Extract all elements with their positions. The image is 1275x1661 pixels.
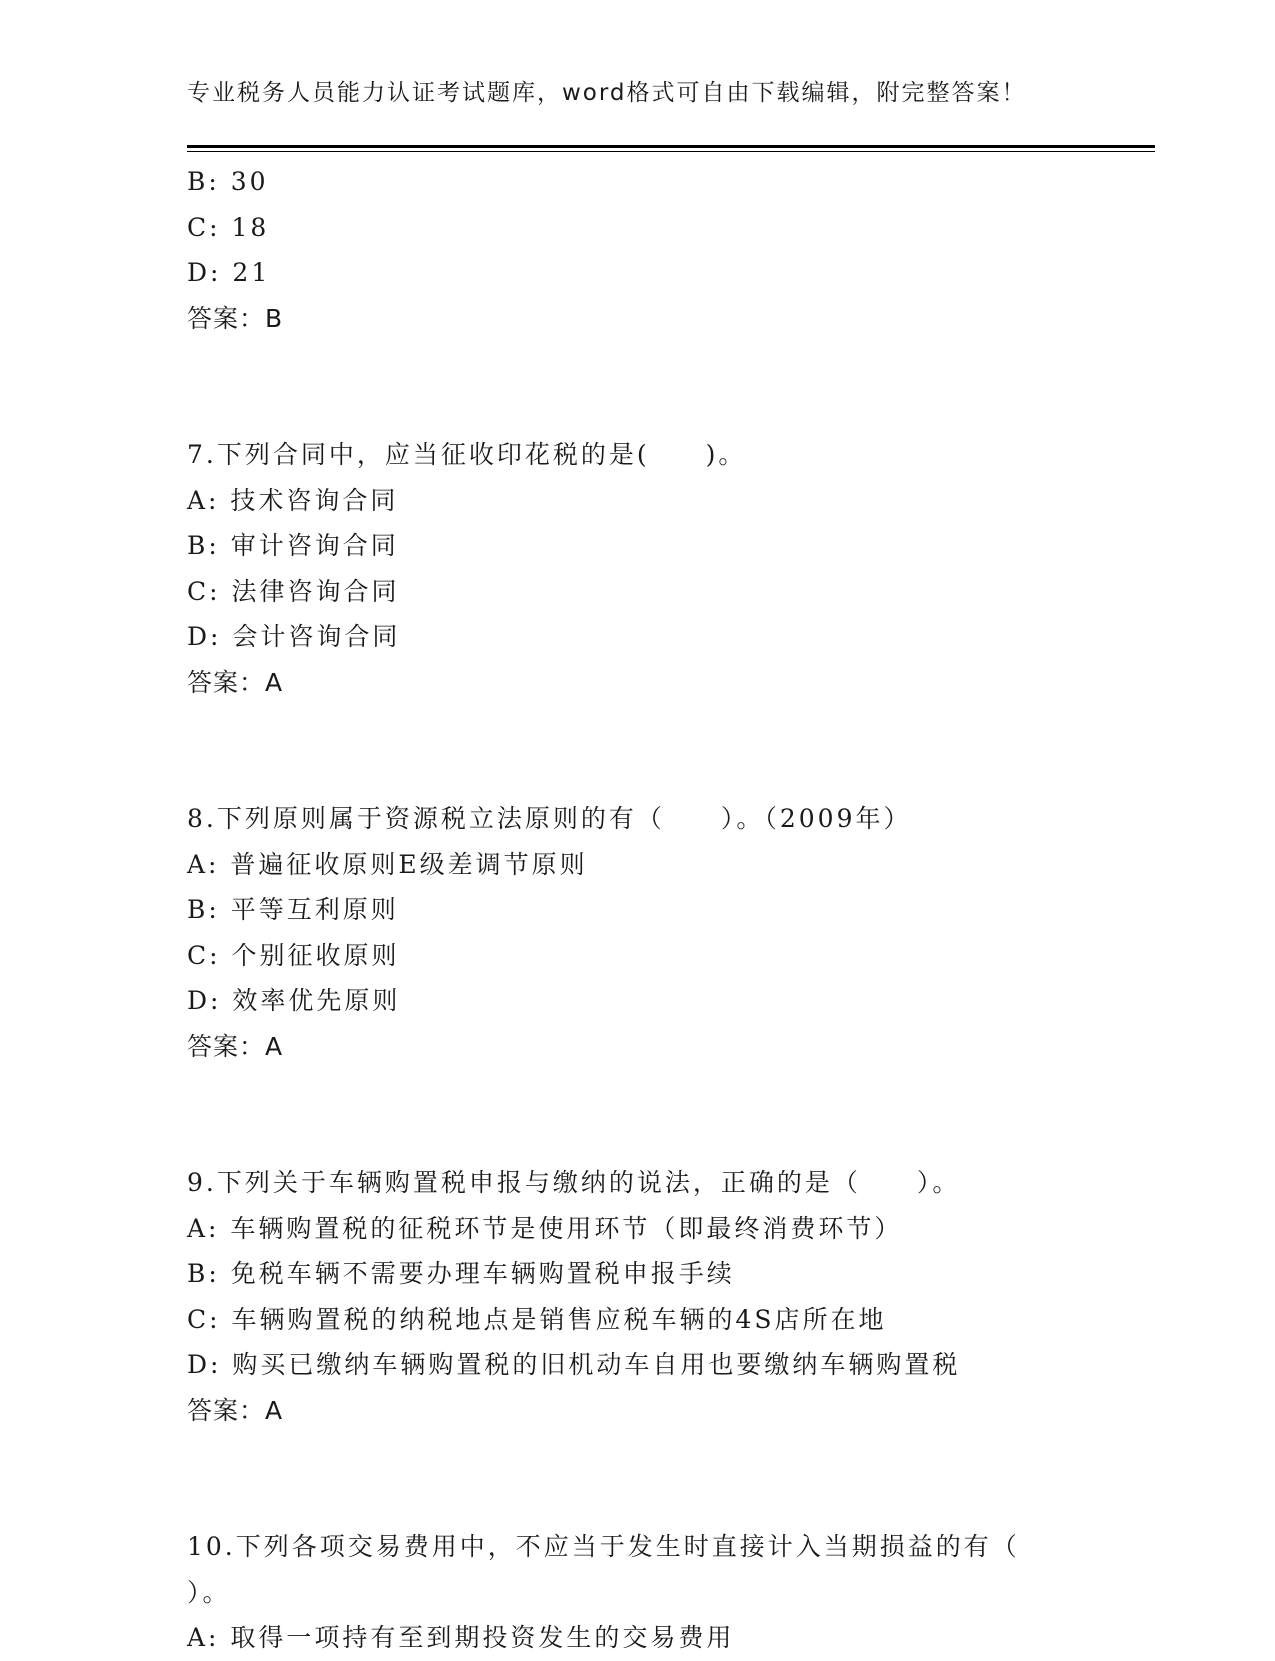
question-6-continued: [187, 159, 1087, 341]
spacer: [187, 1069, 1087, 1160]
option-a: A: 车辆购置税的征税环节是使用环节（即最终消费环节）: [187, 1213, 903, 1243]
question-list: [187, 159, 1087, 1661]
page-header: 专业税务人员能力认证考试题库，word格式可自由下载编辑，附完整答案！: [187, 80, 1027, 106]
answer-label: 答案：B: [187, 303, 284, 333]
question-8: [187, 796, 1087, 1069]
option-b: B: 30: [187, 167, 269, 196]
option-b: B: 免税车辆不需要办理车辆购置税申报手续: [187, 1259, 735, 1288]
question-10: [187, 1524, 1087, 1661]
header-rule-thick: [187, 145, 1155, 148]
spacer: [187, 341, 1087, 432]
question-9: [187, 1160, 1087, 1433]
answer-label: 答案：A: [187, 1031, 284, 1061]
option-d: D: 购买已缴纳车辆购置税的旧机动车自用也要缴纳车辆购置税: [187, 1350, 961, 1379]
option-a: A: 技术咨询合同: [187, 485, 399, 515]
option-b: B: 平等互利原则: [187, 895, 399, 924]
option-d: D: 会计咨询合同: [187, 622, 401, 651]
question-stem: 8.下列原则属于资源税立法原则的有（ ）。（2009年）: [187, 804, 912, 833]
question-7: [187, 432, 1087, 705]
answer-label: 答案：A: [187, 667, 284, 697]
option-a: A: 普遍征收原则E级差调节原则: [187, 849, 588, 879]
option-b: B: 审计咨询合同: [187, 531, 399, 560]
option-c: C: 个别征收原则: [187, 940, 400, 970]
option-a: A: 取得一项持有至到期投资发生的交易费用: [187, 1623, 735, 1652]
question-stem-line-2: ）。: [187, 1577, 231, 1607]
question-stem: 9.下列关于车辆购置税申报与缴纳的说法，正确的是（ ）。: [187, 1168, 961, 1197]
header-rule-thin: [187, 151, 1155, 152]
option-c: C: 法律咨询合同: [187, 576, 400, 606]
option-d: D: 效率优先原则: [187, 986, 401, 1015]
spacer: [187, 705, 1087, 796]
option-c: C: 18: [187, 212, 270, 242]
question-stem-line-1: 10.下列各项交易费用中，不应当于发生时直接计入当期损益的有（: [187, 1532, 1020, 1561]
spacer: [187, 1433, 1087, 1524]
option-d: D: 21: [187, 258, 271, 287]
option-c: C: 车辆购置税的纳税地点是销售应税车辆的4S店所在地: [187, 1304, 887, 1334]
question-stem: 7.下列合同中，应当征收印花税的是( )。: [187, 440, 747, 469]
answer-label: 答案：A: [187, 1395, 284, 1425]
